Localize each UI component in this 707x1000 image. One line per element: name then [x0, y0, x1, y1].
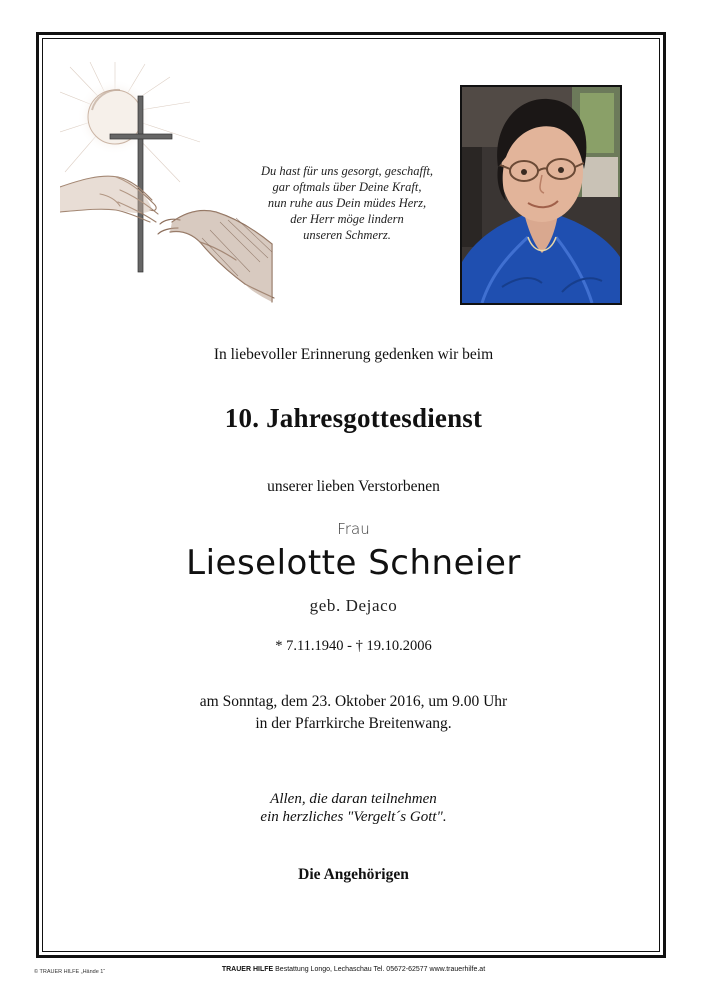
maiden-name: geb. Dejaco — [309, 596, 398, 615]
life-dates: * 7.11.1940 - † 19.10.2006 — [275, 638, 432, 654]
poem-line: Du hast für uns gesorgt, geschafft, — [260, 164, 434, 178]
footer-details: Bestattung Longo, Lechaschau Tel. 05672-62577 www.trauerhilfe.at — [273, 966, 486, 973]
footer-credit — [0, 966, 707, 973]
service-date: am Sonntag, dem 23. Oktober 2016, um 9.00 Uhr — [199, 693, 508, 710]
hands-with-cross-icon — [60, 62, 275, 307]
signature-relatives: Die Angehörigen — [298, 866, 409, 883]
copyright-note: © TRAUER HILFE „Hände 1“ — [34, 969, 106, 975]
footer-brand: TRAUER HILFE — [221, 966, 274, 973]
poem-line: unseren Schmerz. — [303, 228, 391, 242]
poem — [252, 163, 442, 243]
service-heading: 10. Jahresgottesdienst — [224, 403, 483, 433]
thanks-line: ein herzliches "Vergelt´s Gott". — [260, 809, 447, 825]
thanks-line: Allen, die daran teilnehmen — [270, 791, 437, 807]
poem-line: nun ruhe aus Dein müdes Herz, — [267, 196, 427, 210]
intro-text: In liebevoller Erinnerung gedenken wir beim — [213, 346, 494, 363]
poem-line: der Herr möge lindern — [290, 212, 404, 226]
honorific: Frau — [337, 520, 370, 538]
service-location: in der Pfarrkirche Breitenwang. — [255, 715, 452, 732]
portrait-photo — [460, 85, 622, 305]
deceased-name: Lieselotte Schneier — [186, 543, 521, 583]
deceased-intro: unserer lieben Verstorbenen — [267, 478, 440, 495]
poem-line: gar oftmals über Deine Kraft, — [272, 180, 422, 194]
